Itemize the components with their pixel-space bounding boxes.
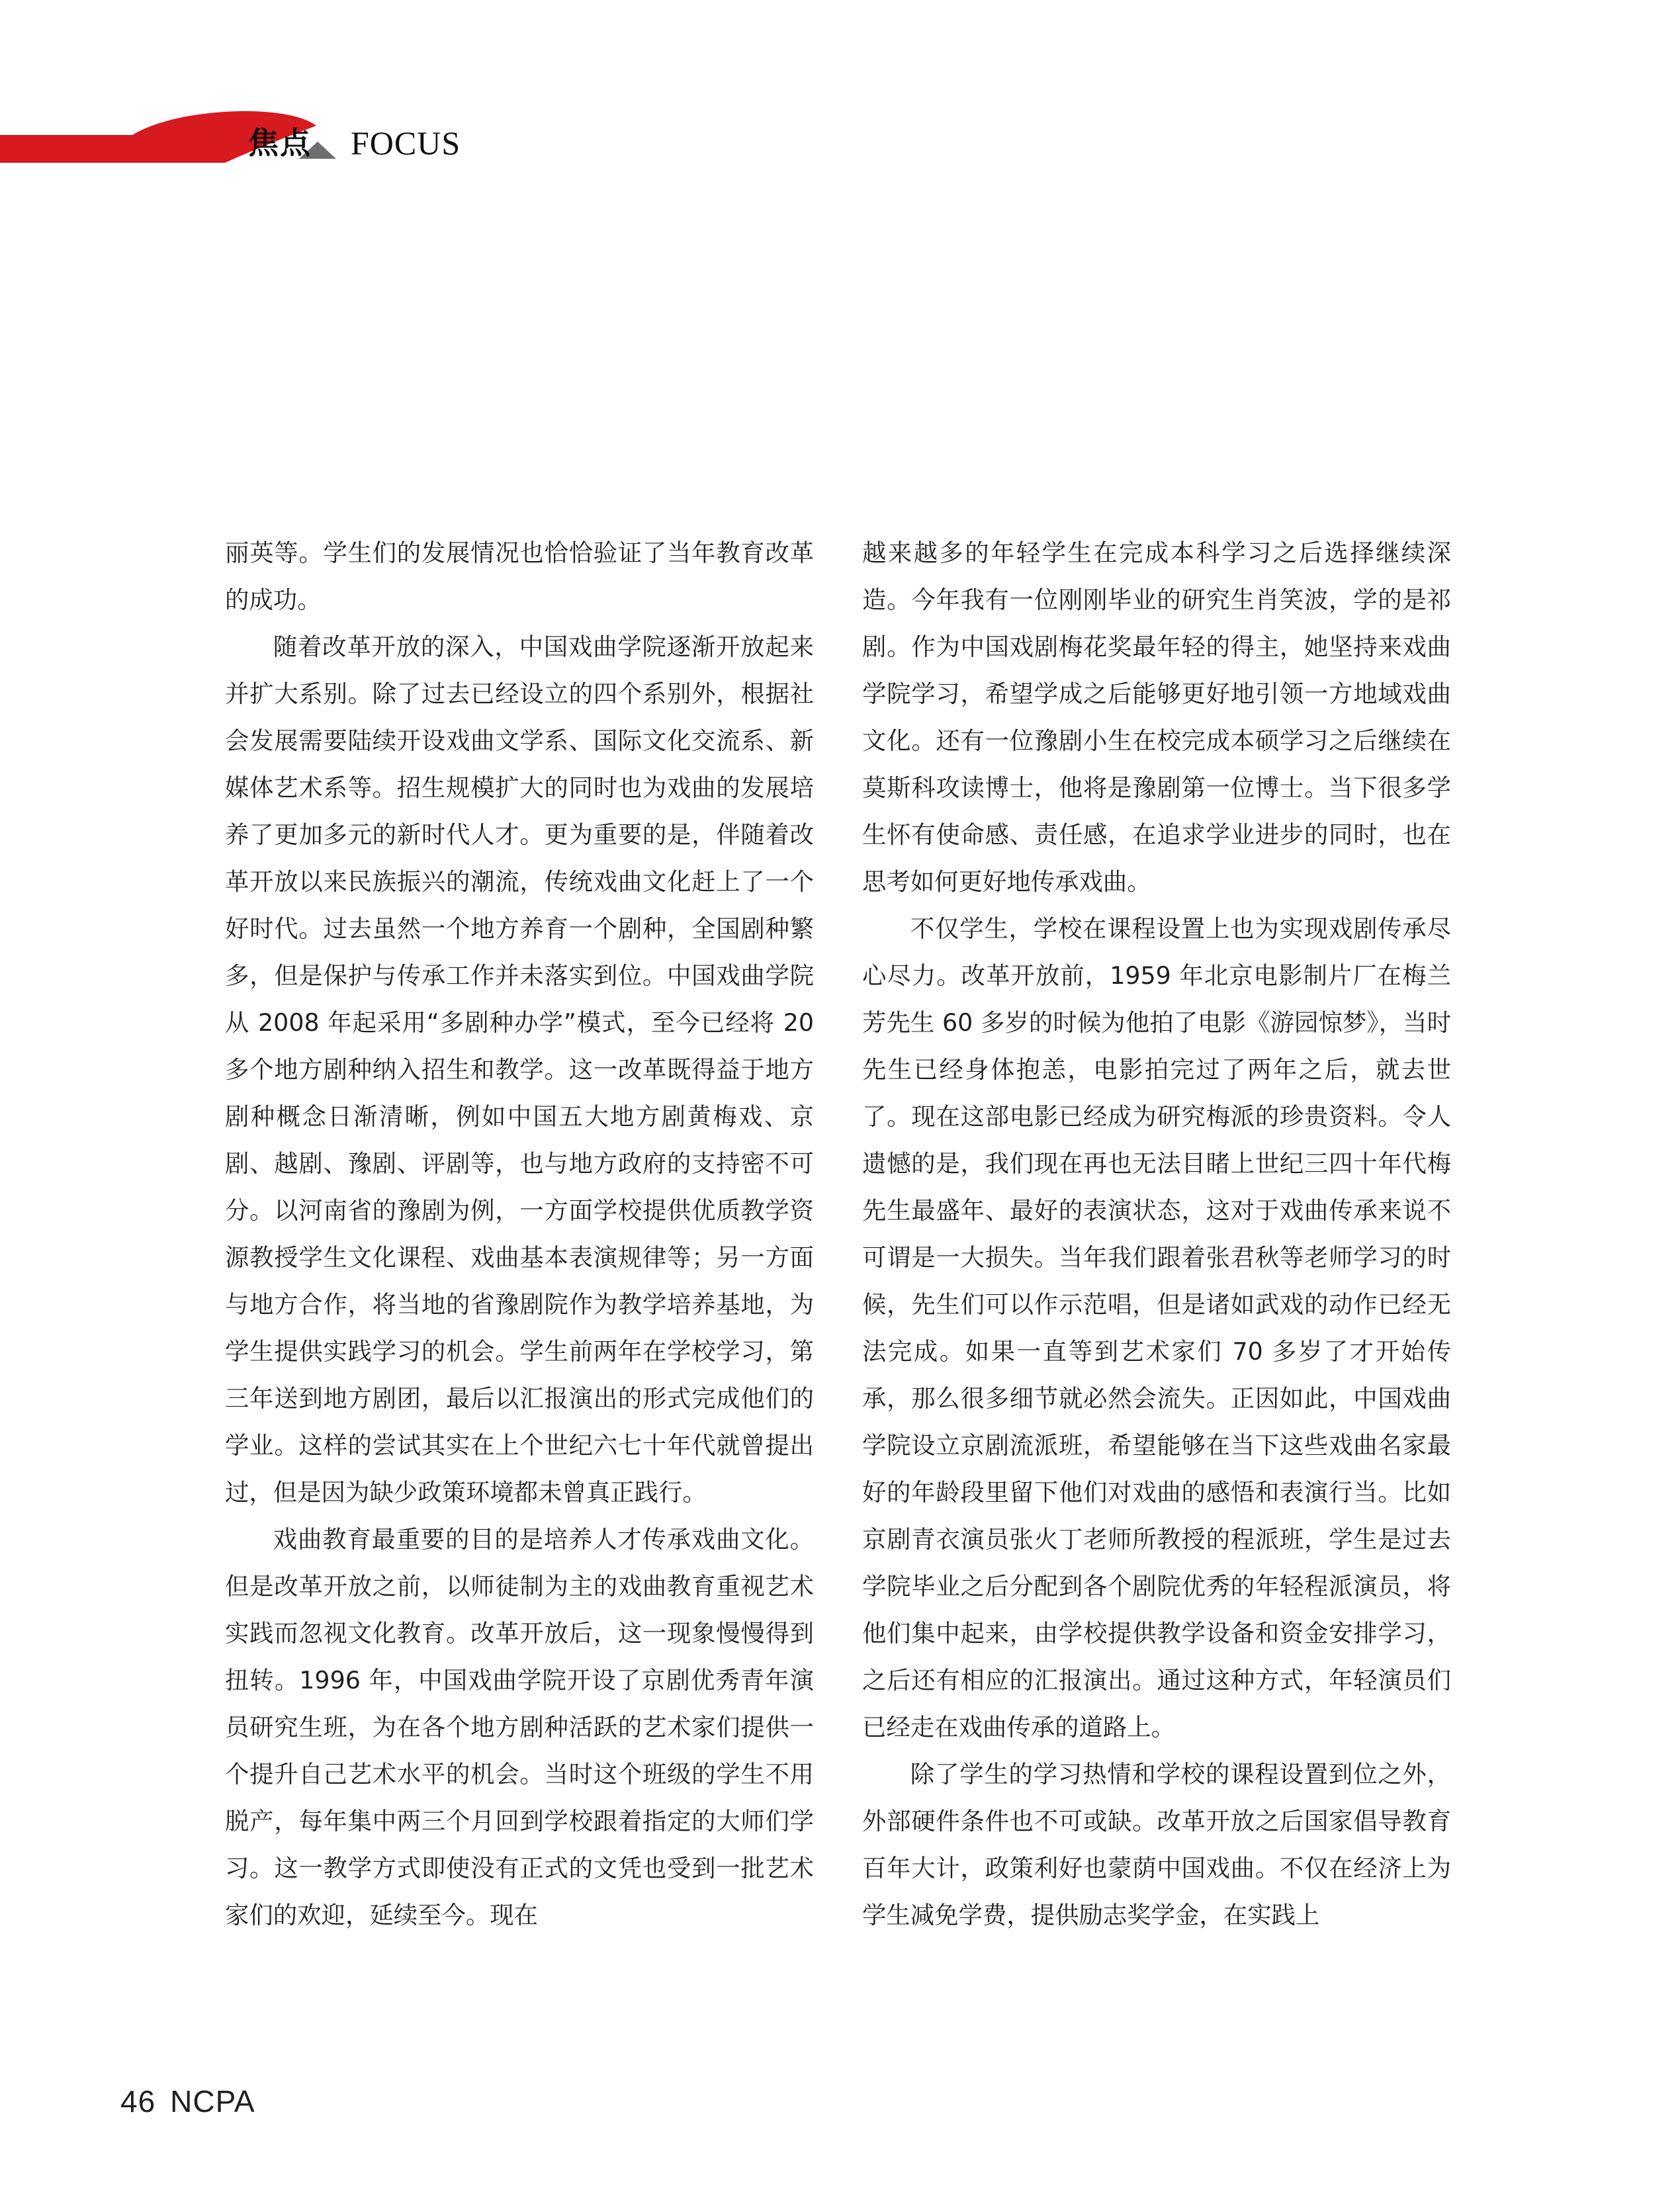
article-column-right: [862, 529, 1451, 2038]
section-title-en: FOCUS: [351, 124, 461, 161]
paragraph-continued: 越来越多的年轻学生在完成本科学习之后选择继续深造。今年我有一位刚刚毕业的研究生肖笑波，学的是祁剧。作为中国戏剧梅花奖最年轻的得主，她坚持来戏曲学院学习，希望学成之后能够更好地引领一方地域戏曲文化。还有一位豫剧小生在校完成本硕学习之后继续在莫斯科攻读博士，他将是豫剧第一位博士。当下很多学生怀有使命感、责任感，在追求学业进步的同时，也在思考如何更好地传承戏曲。: [862, 539, 1451, 896]
section-title-cn: 焦点: [248, 125, 312, 161]
page-number: 46: [120, 2084, 156, 2119]
publication-name: NCPA: [170, 2084, 255, 2119]
paragraph-continued: 丽英等。学生们的发展情况也恰恰验证了当年教育改革的成功。: [225, 539, 814, 614]
article-column-left: [225, 529, 814, 2038]
page-footer: [120, 2083, 255, 2120]
paragraph: 戏曲教育最重要的目的是培养人才传承戏曲文化。但是改革开放之前，以师徒制为主的戏曲教育重视艺术实践而忽视文化教育。改革开放后，这一现象慢慢得到扭转。1996 年，中国戏曲学院开设了京剧优秀青年演员研究生班，为在各个地方剧种活跃的艺术家们提供一个提升自己艺术水平的机会。当时这个班级的学生不用脱产，每年集中两三个月回到学校跟着指定的大师们学习。这一教学方式即使没有正式的文凭也受到一批艺术家们的欢迎，延续至今。现在: [225, 1525, 814, 1929]
paragraph: 随着改革开放的深入，中国戏曲学院逐渐开放起来并扩大系别。除了过去已经设立的四个系别外，根据社会发展需要陆续开设戏曲文学系、国际文化交流系、新媒体艺术系等。招生规模扩大的同时也为戏曲的发展培养了更加多元的新时代人才。更为重要的是，伴随着改革开放以来民族振兴的潮流，传统戏曲文化赶上了一个好时代。过去虽然一个地方养育一个剧种，全国剧种繁多，但是保护与传承工作并未落实到位。中国戏曲学院从 2008 年起采用“多剧种办学”模式，至今已经将 20 多个地方剧种纳入招生和教学。这一改革既得益于地方剧种概念日渐清晰，例如中国五大地方剧黄梅戏、京剧、越剧、豫剧、评剧等，也与地方政府的支持密不可分。以河南省的豫剧为例，一方面学校提供优质教学资源教授学生文化课程、戏曲基本表演规律等；另一方面与地方合作，将当地的省豫剧院作为教学培养基地，为学生提供实践学习的机会。学生前两年在学校学习，第三年送到地方剧团，最后以汇报演出的形式完成他们的学业。这样的尝试其实在上个世纪六七十年代就曾提出过，但是因为缺少政策环境都未曾真正践行。: [225, 633, 814, 1507]
paragraph: 不仅学生，学校在课程设置上也为实现戏剧传承尽心尽力。改革开放前，1959 年北京电影制片厂在梅兰芳先生 60 多岁的时候为他拍了电影《游园惊梦》，当时先生已经身体抱恙，电影拍完过了两年之后，就去世了。现在这部电影已经成为研究梅派的珍贵资料。令人遗憾的是，我们现在再也无法目睹上世纪三四十年代梅先生最盛年、最好的表演状态，这对于戏曲传承来说不可谓是一大损失。当年我们跟着张君秋等老师学习的时候，先生们可以作示范唱，但是诸如武戏的动作已经无法完成。如果一直等到艺术家们 70 多岁了才开始传承，那么很多细节就必然会流失。正因如此，中国戏曲学院设立京剧流派班，希望能够在当下这些戏曲名家最好的年龄段里留下他们对戏曲的感悟和表演行当。比如京剧青衣演员张火丁老师所教授的程派班，学生是过去学院毕业之后分配到各个剧院优秀的年轻程派演员，将他们集中起来，由学校提供教学设备和资金安排学习，之后还有相应的汇报演出。通过这种方式，年轻演员们已经走在戏曲传承的道路上。: [862, 914, 1451, 1741]
paragraph: 除了学生的学习热情和学校的课程设置到位之外，外部硬件条件也不可或缺。改革开放之后国家倡导教育百年大计，政策利好也蒙荫中国戏曲。不仅在经济上为学生减免学费，提供励志奖学金，在实践上: [862, 1760, 1451, 1929]
